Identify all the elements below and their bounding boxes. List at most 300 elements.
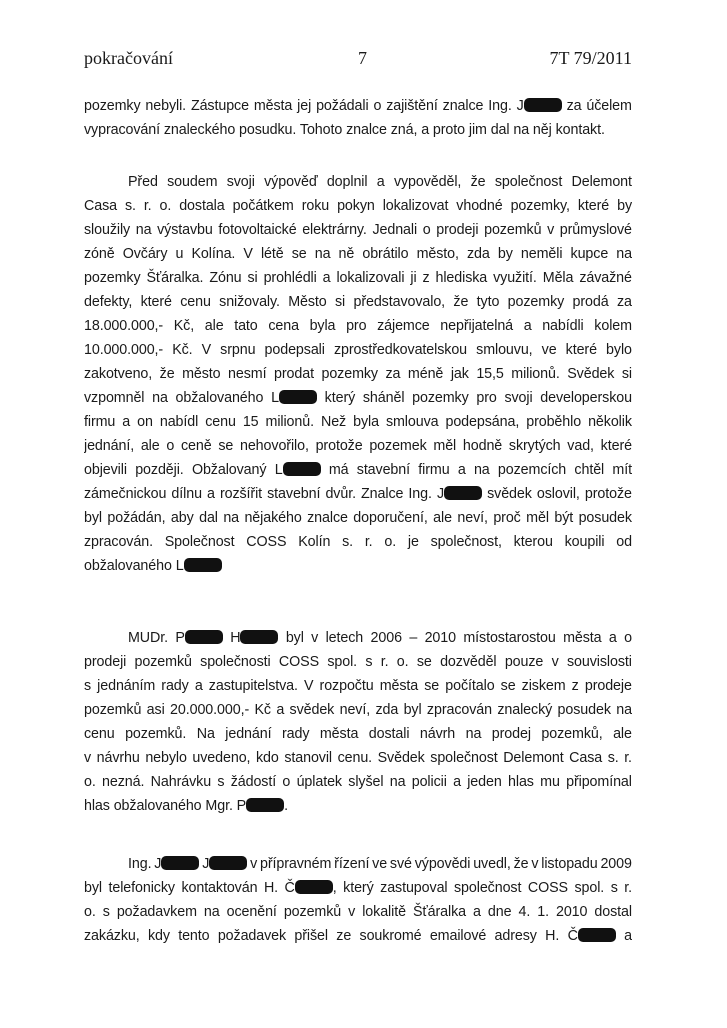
text-line (84, 94, 632, 118)
text-token: Šťáralka. (146, 270, 204, 286)
redaction-mark (240, 630, 278, 644)
text-line (84, 434, 632, 458)
text-token: dvůr. (325, 486, 356, 502)
text-token: přišel (294, 928, 328, 944)
text-token: by (497, 246, 513, 262)
text-token: firmu (418, 462, 450, 478)
text-token: Před (128, 174, 158, 190)
text-token: Ing. (488, 98, 512, 114)
text-token: pozemek (369, 438, 427, 454)
text-token: na (473, 462, 490, 478)
text-token: ji (410, 270, 417, 286)
text-token: s (610, 880, 618, 896)
text-token: svoji (504, 390, 533, 406)
text-token: Zástupce (190, 98, 249, 114)
text-token: být (554, 510, 574, 526)
text-token: o (282, 774, 291, 790)
text-token: v (531, 856, 539, 872)
text-token: s. (124, 198, 136, 214)
text-token: zóně (84, 246, 115, 262)
text-token: na (465, 726, 482, 742)
text-token: COSS (527, 880, 568, 896)
text-token: na (203, 904, 220, 920)
text-token: nebyli. (145, 98, 187, 114)
text-token: policii (411, 774, 447, 790)
text-token: ceně (180, 438, 212, 454)
text-token: Ovčáry (122, 246, 168, 262)
text-token: H. (263, 880, 279, 896)
text-token: svoji (226, 174, 255, 190)
text-token: se (424, 678, 440, 694)
text-token: prodeji (436, 222, 479, 238)
text-token: s. (342, 534, 354, 550)
text-token: ve (372, 856, 388, 872)
text-token: podepsali (264, 342, 325, 358)
text-token: a (376, 174, 385, 190)
text-token: H. (545, 928, 560, 944)
text-token: úplatek (296, 774, 342, 790)
text-token: ale (433, 510, 452, 526)
text-token: Kč. (172, 342, 193, 358)
text-token: města (319, 726, 359, 742)
text-token: milionů. (511, 366, 560, 382)
text-token: J (437, 482, 482, 506)
text-line (84, 266, 632, 290)
text-token: prodeje (584, 678, 632, 694)
text-token: soudem (167, 174, 218, 190)
text-line (84, 900, 632, 924)
text-token: města (563, 630, 602, 646)
text-token: o. (396, 654, 409, 670)
text-token: řízení (334, 856, 370, 872)
text-token: který (343, 880, 374, 896)
text-line (84, 626, 632, 650)
text-token: V (201, 342, 212, 358)
text-token: Jednali (372, 222, 418, 238)
text-token: města (253, 98, 293, 114)
text-token: MUDr. (128, 630, 169, 646)
text-token: zpracován (426, 702, 492, 718)
text-token: pozemky (507, 294, 565, 310)
text-token: dostal (594, 904, 632, 920)
text-token: pozemcích (497, 462, 567, 478)
text-line (84, 170, 632, 194)
text-token: byla (353, 414, 379, 430)
text-token: Než (320, 414, 347, 430)
text-line (84, 770, 632, 794)
text-token: zakázku, (84, 928, 140, 944)
text-token: a (122, 414, 131, 430)
text-token: objevili (84, 462, 127, 478)
text-token: snižovaly. (219, 294, 280, 310)
text-token: J (154, 852, 199, 876)
text-token: nebylo (145, 750, 187, 766)
redaction-mark (295, 880, 333, 894)
text-token: létě (260, 246, 284, 262)
redaction-mark (185, 630, 223, 644)
text-token: proč (493, 510, 521, 526)
text-token: pozemků. (125, 726, 187, 742)
redaction-mark (444, 486, 482, 500)
text-token: že (470, 174, 486, 190)
text-token: na (389, 774, 406, 790)
text-token: požadavek (217, 928, 287, 944)
text-token: spol. (327, 654, 358, 670)
text-token: J (202, 852, 247, 876)
text-token: se (500, 678, 516, 694)
text-token: Delemont (503, 750, 564, 766)
text-line (84, 314, 632, 338)
text-token: kontaktován (181, 880, 258, 896)
text-token: znalce (442, 98, 484, 114)
text-line (84, 674, 632, 698)
text-token: že (513, 856, 529, 872)
text-line (84, 118, 632, 142)
text-token: počátkem (232, 198, 294, 214)
text-token: návrhu (96, 750, 140, 766)
text-line (84, 338, 632, 362)
text-token: rady (161, 678, 189, 694)
text-token: je (407, 534, 419, 550)
text-token: se (416, 654, 432, 670)
text-token: asi (146, 702, 165, 718)
text-token: prodej (491, 726, 531, 742)
text-token: r. (380, 654, 389, 670)
text-token: pozemky (84, 98, 141, 114)
text-token: 15,5 (476, 366, 504, 382)
text-token: r. (364, 534, 373, 550)
text-token: stavební (356, 462, 411, 478)
text-token: svědek (487, 486, 532, 502)
text-token: které (140, 294, 172, 310)
text-token: L (271, 386, 317, 410)
text-token: a (608, 630, 617, 646)
text-token: svědek (289, 702, 335, 718)
text-token: emailové (429, 928, 487, 944)
text-token: defekty, (84, 294, 133, 310)
text-token: COSS (278, 654, 320, 670)
paragraph-1 (84, 94, 632, 142)
text-token: cenu (180, 294, 211, 310)
text-token: stanovil (284, 750, 333, 766)
text-token: připomínal (566, 774, 632, 790)
text-token: zastupoval (380, 880, 448, 896)
header-continuation: pokračování (84, 48, 173, 68)
text-token: několik (588, 414, 632, 430)
text-token: telefonicky (108, 880, 175, 896)
text-token: s. (607, 750, 619, 766)
text-token: vad, (567, 438, 594, 454)
text-token: v (348, 904, 356, 920)
text-token: zastupitelstva. (208, 678, 298, 694)
text-token: chtěl (574, 462, 605, 478)
text-token: V (243, 246, 253, 262)
text-token: obžalovaného L (84, 558, 222, 574)
text-token: protože (584, 486, 632, 502)
text-token: P (175, 626, 222, 650)
text-token: cenu. (337, 750, 373, 766)
text-token: na (223, 510, 240, 526)
text-token: méně (407, 366, 444, 382)
text-token: zajištění (386, 98, 438, 114)
text-line (84, 794, 632, 818)
text-token: neví, (339, 702, 371, 718)
text-line (84, 650, 632, 674)
text-token: V (304, 678, 314, 694)
text-token: jak (450, 366, 469, 382)
text-token: město (182, 366, 221, 382)
text-token: na (616, 702, 632, 718)
text-token: lokalizovat (382, 198, 449, 214)
text-token: jednáním (97, 678, 156, 694)
text-token: požádali (316, 98, 369, 114)
text-token: návrh (419, 726, 456, 742)
text-token: tato (234, 318, 258, 334)
text-token: Měla (542, 270, 574, 286)
text-token: si (247, 270, 258, 286)
text-token: proběhlo (526, 414, 582, 430)
text-token: ně (338, 246, 355, 262)
text-token: adresy (494, 928, 537, 944)
text-token: doplnil (326, 174, 368, 190)
redaction-mark (246, 798, 284, 812)
text-token: a (624, 928, 632, 944)
text-token: za (385, 366, 401, 382)
text-token: využití. (493, 270, 537, 286)
text-token: Společnost (164, 534, 235, 550)
text-token: kterou (513, 534, 553, 550)
text-line (84, 698, 632, 722)
text-token: r. (624, 750, 632, 766)
text-token: Město (288, 294, 327, 310)
text-token: obžalovaného (175, 390, 264, 406)
text-token: neměli (520, 246, 563, 262)
text-line (84, 852, 632, 876)
text-token: prodá (572, 294, 609, 310)
text-token: závažné (579, 270, 632, 286)
text-token: oslovil, (536, 486, 580, 502)
text-token: se (218, 438, 234, 454)
text-token: Svědek (377, 750, 425, 766)
paragraph-2 (84, 170, 632, 578)
text-token: Ing. (128, 856, 152, 872)
text-token: nepřijatelná (440, 318, 514, 334)
text-token: zprostředkovatelskou (333, 342, 468, 358)
text-token: požadavkem (116, 904, 197, 920)
text-token: on (137, 414, 153, 430)
text-token: smlouva (385, 414, 439, 430)
text-token: kolem (594, 318, 632, 334)
text-token: které (600, 438, 632, 454)
text-line (84, 194, 632, 218)
text-token: dostali (368, 726, 410, 742)
text-token: zakotveno, (84, 366, 153, 382)
text-token: u (175, 246, 184, 262)
text-token: listopadu (541, 856, 598, 872)
text-token: spol. (574, 880, 605, 896)
text-token: developerskou (540, 390, 632, 406)
text-token: Na (196, 726, 215, 742)
text-token: vzpomněl (84, 390, 145, 406)
text-token: lokalitě (362, 904, 406, 920)
text-token: COSS (246, 534, 287, 550)
text-token: rady (281, 726, 310, 742)
text-token: si (621, 366, 632, 382)
text-line (84, 876, 632, 900)
text-token: o. (84, 774, 96, 790)
text-token: prohlédli (263, 270, 317, 286)
text-token: vhodné (456, 198, 503, 214)
text-token: a (207, 486, 215, 502)
text-token: uvedeno, (192, 750, 251, 766)
text-token: bylo (606, 342, 632, 358)
text-token: o. (384, 534, 397, 550)
text-token: jednání (225, 726, 272, 742)
text-token: posudek (557, 702, 611, 718)
text-token: zámečnickou (84, 486, 167, 502)
text-token: mít (612, 462, 632, 478)
text-token: ziskem (521, 678, 566, 694)
text-token: 2010 (424, 630, 456, 646)
text-token: pozemků (84, 702, 142, 718)
text-token: počítalo (445, 678, 495, 694)
text-token: jeden (467, 774, 502, 790)
text-token: slyšel (348, 774, 384, 790)
text-token: obrátilo (362, 246, 409, 262)
text-token: na (616, 246, 632, 262)
text-token: H (230, 626, 278, 650)
text-token: které (565, 342, 597, 358)
text-token: koupili (564, 534, 605, 550)
text-token: Kolína. (191, 246, 236, 262)
redaction-mark (184, 558, 222, 572)
text-token: tento (178, 928, 210, 944)
text-token: smlouvu, (476, 342, 533, 358)
text-token: J (517, 94, 562, 118)
text-token: dílnu (171, 486, 202, 502)
text-token: by (617, 198, 632, 214)
text-token: nehovořilo, (239, 438, 309, 454)
case-number: 7T 79/2011 (549, 48, 632, 68)
text-token: byla (309, 318, 336, 334)
text-token: pozemků, (541, 726, 603, 742)
redaction-mark (578, 928, 616, 942)
text-token: v (551, 654, 559, 670)
text-line (84, 290, 632, 314)
text-token: zájemce (377, 318, 430, 334)
text-token: v (311, 630, 319, 646)
text-token: Č , (284, 880, 337, 896)
text-token: pozemky, (510, 198, 570, 214)
text-token: posudek (578, 510, 632, 526)
text-token: 15 (242, 414, 259, 430)
text-token: ale (140, 438, 160, 454)
text-token: 2009 (600, 856, 632, 872)
text-token: má (328, 462, 349, 478)
text-token: znalecký (497, 702, 553, 718)
text-line (84, 362, 632, 386)
text-token: 2010 (555, 904, 588, 920)
text-token: prodat (274, 366, 314, 382)
text-token: dostala (179, 198, 225, 214)
text-token: hlediska (435, 270, 488, 286)
text-token: cenu (84, 726, 115, 742)
text-token: 20.000.000,- (170, 702, 250, 718)
text-token: že (159, 366, 175, 382)
text-token: kdy (147, 928, 170, 944)
text-token: dozvěděl (440, 654, 497, 670)
text-token: rozšířit (219, 486, 263, 502)
text-token: Obžalovaný (191, 462, 267, 478)
text-token: byl (84, 880, 102, 896)
text-line (84, 410, 632, 434)
text-token: 2006 (370, 630, 402, 646)
text-token: mu (540, 774, 560, 790)
paragraph-4 (84, 852, 632, 948)
text-token: své (389, 856, 412, 872)
text-token: za (566, 98, 582, 114)
text-token: soukromé (359, 928, 422, 944)
text-token: a (322, 270, 331, 286)
text-token: z (571, 678, 579, 694)
text-token: znalce (307, 510, 348, 526)
text-token: Č (568, 924, 616, 948)
text-token: r. (143, 198, 152, 214)
text-token: dal (199, 510, 218, 526)
text-token: kdo (256, 750, 279, 766)
text-token: si (335, 294, 346, 310)
text-token: o. (84, 904, 96, 920)
text-token: r. (624, 880, 632, 896)
text-token: pozemky (84, 270, 141, 286)
text-token: jednání, (84, 438, 135, 454)
text-token: Ing. (408, 486, 432, 502)
text-token: města (379, 678, 419, 694)
text-token: pro (346, 318, 367, 334)
text-token: cena (268, 318, 299, 334)
text-token: že (453, 294, 469, 310)
text-token: sháněl (362, 390, 405, 406)
text-token: fotovoltaické (218, 222, 297, 238)
text-token: průmyslové (559, 222, 632, 238)
text-line (84, 746, 632, 770)
text-token: pozemků (134, 654, 192, 670)
text-token: zpracován. (84, 534, 153, 550)
text-token: pouze (504, 654, 544, 670)
text-token: neví, (457, 510, 488, 526)
text-token: na (314, 246, 331, 262)
text-line (84, 386, 632, 410)
text-token: a (457, 462, 466, 478)
text-token: za (616, 294, 632, 310)
text-token: Casa (569, 750, 603, 766)
text-line (84, 482, 632, 506)
text-token: byl (84, 510, 102, 526)
text-token: doporučení, (353, 510, 428, 526)
text-line (84, 458, 632, 482)
text-token: z (422, 270, 430, 286)
text-token: o (373, 98, 382, 114)
text-token: Nahrávku (150, 774, 212, 790)
text-token: ale (204, 318, 224, 334)
text-token: zda (375, 702, 399, 718)
text-token: uvedl, (473, 856, 511, 872)
text-token: a (473, 904, 481, 920)
text-token: společnost (494, 174, 563, 190)
text-token: 1. (537, 904, 549, 920)
text-token: nabídl (159, 414, 199, 430)
text-token: skrytých (508, 438, 561, 454)
